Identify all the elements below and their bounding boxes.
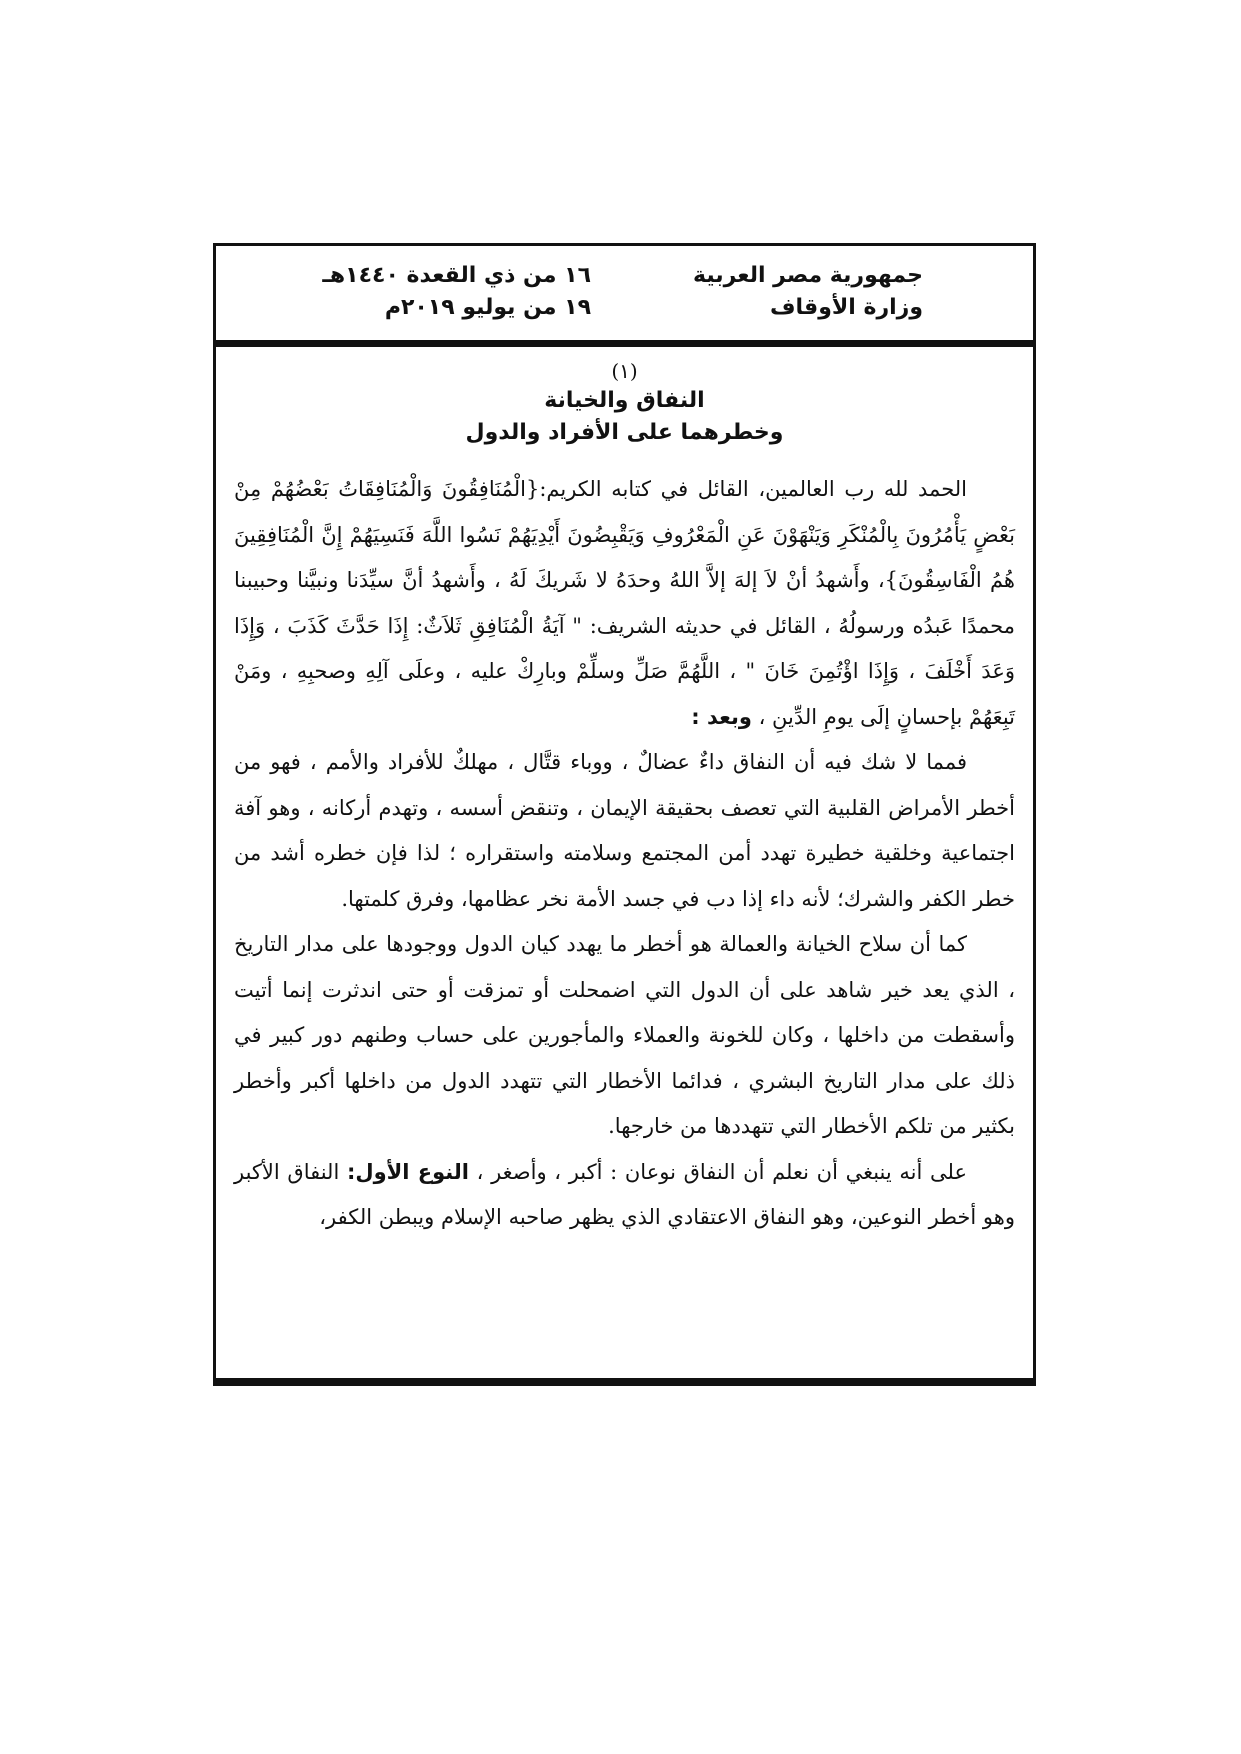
document-body xyxy=(216,343,1033,1383)
paragraph-types-rest: النفاق الأكبر وهو أخطر النوعين، وهو النفاق الاعتقادي الذي يظهر صاحبه الإسلام ويبطن الكفر، xyxy=(234,1159,1015,1229)
country-name: جمهورية مصر العربية xyxy=(693,263,923,288)
article-content xyxy=(216,449,1033,1241)
section-number: (١) xyxy=(611,359,638,383)
date-block xyxy=(291,260,591,324)
paragraph-intro xyxy=(234,467,1015,740)
paragraph-types xyxy=(234,1150,1015,1241)
paragraph-intro-text: الحمد لله رب العالمين، القائل في كتابه الكريم:{الْمُنَافِقُونَ وَالْمُنَافِقَاتُ بَعْضُهُمْ مِنْ بَعْضٍ يَأْمُرُونَ بِالْمُنْكَرِ وَيَنْهَوْنَ عَنِ الْمَعْرُوفِ وَيَقْبِضُونَ أَيْدِيَهُمْ نَسُوا اللَّهَ فَنَسِيَهُمْ إِنَّ الْمُنَافِقِينَ هُمُ الْفَاسِقُونَ}، وأَشهدُ أنْ لاَ إلهَ إلاَّ اللهُ وحدَهُ لا شَريكَ لَهُ ، وأَشهدُ أنَّ سيِّدَنا ونبيَّنا وحبيبنا محمدًا عَبدُه ورسولُهُ ، القائل في حديثه الشريف: " آيَةُ الْمُنَافِقِ ثَلاَثٌ: إِذَا حَدَّثَ كَذَبَ ، وَإِذَا وَعَدَ أَخْلَفَ ، وَإِذَا اؤْتُمِنَ خَانَ " ، اللَّهُمَّ صَلِّ وسلِّمْ وبارِكْ عليه ، وعلَى آلِهِ وصحبِهِ ، ومَنْ تَبِعَهُمْ بإحسانٍ إلَى يومِ الدِّينِ ، xyxy=(234,477,1015,729)
hijri-date: ١٦ من ذي القعدة ١٤٤٠هـ xyxy=(322,263,591,288)
paragraph-hypocrisy: فمما لا شك فيه أن النفاق داءٌ عضالٌ ، ووباء قتَّال ، مهلكٌ للأفراد والأمم ، فهو من أخطر الأمراض القلبية التي تعصف بحقيقة الإيمان ، وتنقض أسسه ، وتهدم أركانه ، وهو آفة اجتماعية وخلقية خطيرة تهدد أمن المجتمع وسلامته واستقراره ؛ لذا فإن خطره أشد من خطر الكفر والشرك؛ لأنه داء إذا دب في جسد الأمة نخر عظامها، وفرق كلمتها. xyxy=(234,750,1015,911)
page-frame xyxy=(213,243,1036,1386)
paragraph-treason: كما أن سلاح الخيانة والعمالة هو أخطر ما يهدد كيان الدول ووجودها على مدار التاريخ ، الذي يعد خير شاهد على أن الدول التي اضمحلت أو تمزقت أو حتى اندثرت إنما أتيت وأسقطت من داخلها ، وكان للخونة والعملاء والمأجورين على حساب وطنهم دور كبير في ذلك على مدار التاريخ البشري ، فدائما الأخطار التي تتهدد الدول من داخلها أكبر وأخطر بكثير من تلكم الأخطار التي تتهددها من خارجها. xyxy=(234,932,1015,1138)
gregorian-date: ١٩ من يوليو ٢٠١٩م xyxy=(384,295,591,320)
page-subtitle: وخطرهما على الأفراد والدول xyxy=(465,420,784,445)
title-block xyxy=(216,357,1033,449)
page-title: النفاق والخيانة xyxy=(544,388,705,413)
paragraph-types-start: على أنه ينبغي أن نعلم أن النفاق نوعان : أكبر ، وأصغر ، xyxy=(476,1159,967,1184)
wa-baad-label: وبعد : xyxy=(691,704,752,729)
document-header xyxy=(216,246,1033,343)
ministry-name: وزارة الأوقاف xyxy=(769,295,923,320)
first-type-label: النوع الأول: xyxy=(346,1159,469,1184)
issuer-block xyxy=(623,260,923,324)
